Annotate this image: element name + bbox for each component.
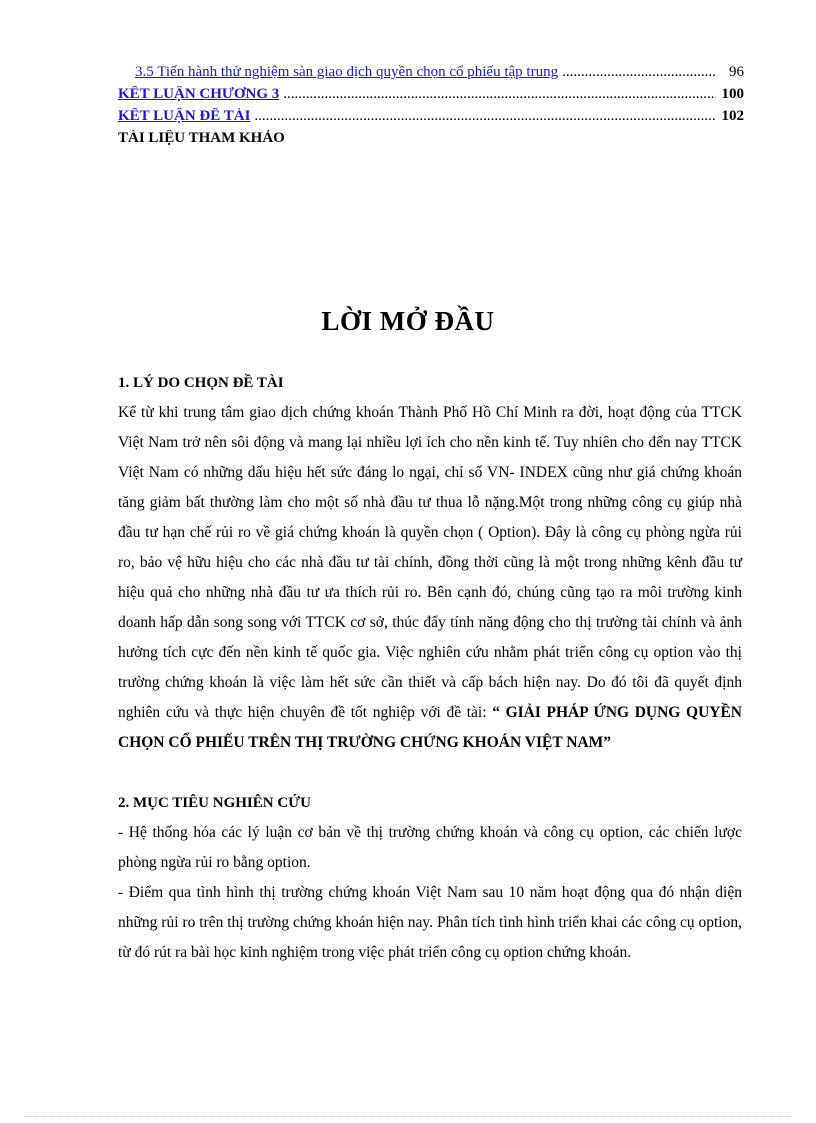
topic-title: “ GIẢI PHÁP ỨNG DỤNG QUYỀN CHỌN CỔ PHIẾU TRÊN THỊ TRƯỜNG CHỨNG KHOÁN VIỆT NAM” — [118, 704, 742, 751]
toc-page-number: 96 — [729, 64, 744, 80]
toc-page-number: 100 — [721, 86, 744, 102]
section-heading: 1. LÝ DO CHỌN ĐỀ TÀI — [118, 375, 284, 391]
toc-entry-tai-lieu-tham-khao — [118, 130, 744, 152]
list-item: - Hệ thống hóa các lý luận cơ bản về thị trường chứng khoán và công cụ option, các chiến lược phòng ngừa rủi ro bằng option. — [118, 824, 742, 871]
toc-page-number: 102 — [721, 108, 744, 124]
toc-entry-label[interactable]: 3.5 Tiến hành thử nghiệm sàn giao dịch quyền chọn cổ phiếu tập trung — [135, 64, 559, 80]
paragraph — [118, 398, 742, 758]
toc-entry-3-5[interactable] — [118, 64, 744, 86]
toc-entry-label[interactable]: KẾT LUẬN CHƯƠNG 3 — [118, 86, 280, 102]
page-divider — [24, 1116, 792, 1117]
toc-leader — [562, 64, 716, 81]
toc-leader — [254, 108, 716, 125]
toc-entry-ket-luan-de-tai[interactable] — [118, 108, 744, 130]
toc-entry-label[interactable]: KẾT LUẬN ĐỀ TÀI — [118, 108, 251, 124]
section-heading: 2. MỤC TIÊU NGHIÊN CỨU — [118, 795, 311, 811]
table-of-contents — [118, 64, 744, 152]
toc-entry-ket-luan-chuong-3[interactable] — [118, 86, 744, 108]
toc-entry-label: TÀI LIỆU THAM KHẢO — [118, 130, 285, 146]
page-title: LỜI MỞ ĐẦU — [321, 306, 495, 336]
list-item: - Điểm qua tình hình thị trường chứng khoán Việt Nam sau 10 năm hoạt động qua đó nhận diện những rủi ro trên thị trường chứng khoán hiện nay. Phân tích tình hình triển khai các công cụ option, từ đó rút ra bài học kinh nghiệm trong việc phát triển công cụ option chứng khoán. — [118, 884, 742, 961]
spacer — [118, 758, 742, 788]
toc-leader — [283, 86, 716, 103]
document-body — [118, 368, 742, 968]
paragraph-text: Kể từ khi trung tâm giao dịch chứng khoán Thành Phố Hồ Chí Minh ra đời, hoạt động của TTCK Việt Nam trở nên sôi động và mang lại nhiều lợi ích cho nền kinh tế. Tuy nhiên cho đến nay TTCK Việt Nam có những dấu hiệu hết sức đáng lo ngại, chỉ số VN- INDEX cũng như giá chứng khoán tăng giảm bất thường làm cho một số nhà đầu tư thua lỗ nặng.Một trong những công cụ giúp nhà đầu tư hạn chế rủi ro về giá chứng khoán là quyền chọn ( Option). Đây là công cụ phòng ngừa rủi ro, bảo vệ hữu hiệu cho các nhà đầu tư tài chính, đồng thời cũng là một trong những kênh đầu tư hiệu quả cho những nhà đầu tư ưa thích rủi ro. Bên cạnh đó, chúng cũng tạo ra môi trường kinh doanh hấp dẫn song song với TTCK cơ sở, thúc đẩy tính năng động cho thị trường tài chính và ảnh hưởng tích cực đến nền kinh tế quốc gia. Việc nghiên cứu nhằm phát triển công cụ option vào thị trường chứng khoán là việc làm hết sức cần thiết và cấp bách hiện nay. Do đó tôi đã quyết định nghiên cứu và thực hiện chuyên đề tốt nghiệp với đề tài: — [118, 404, 742, 721]
